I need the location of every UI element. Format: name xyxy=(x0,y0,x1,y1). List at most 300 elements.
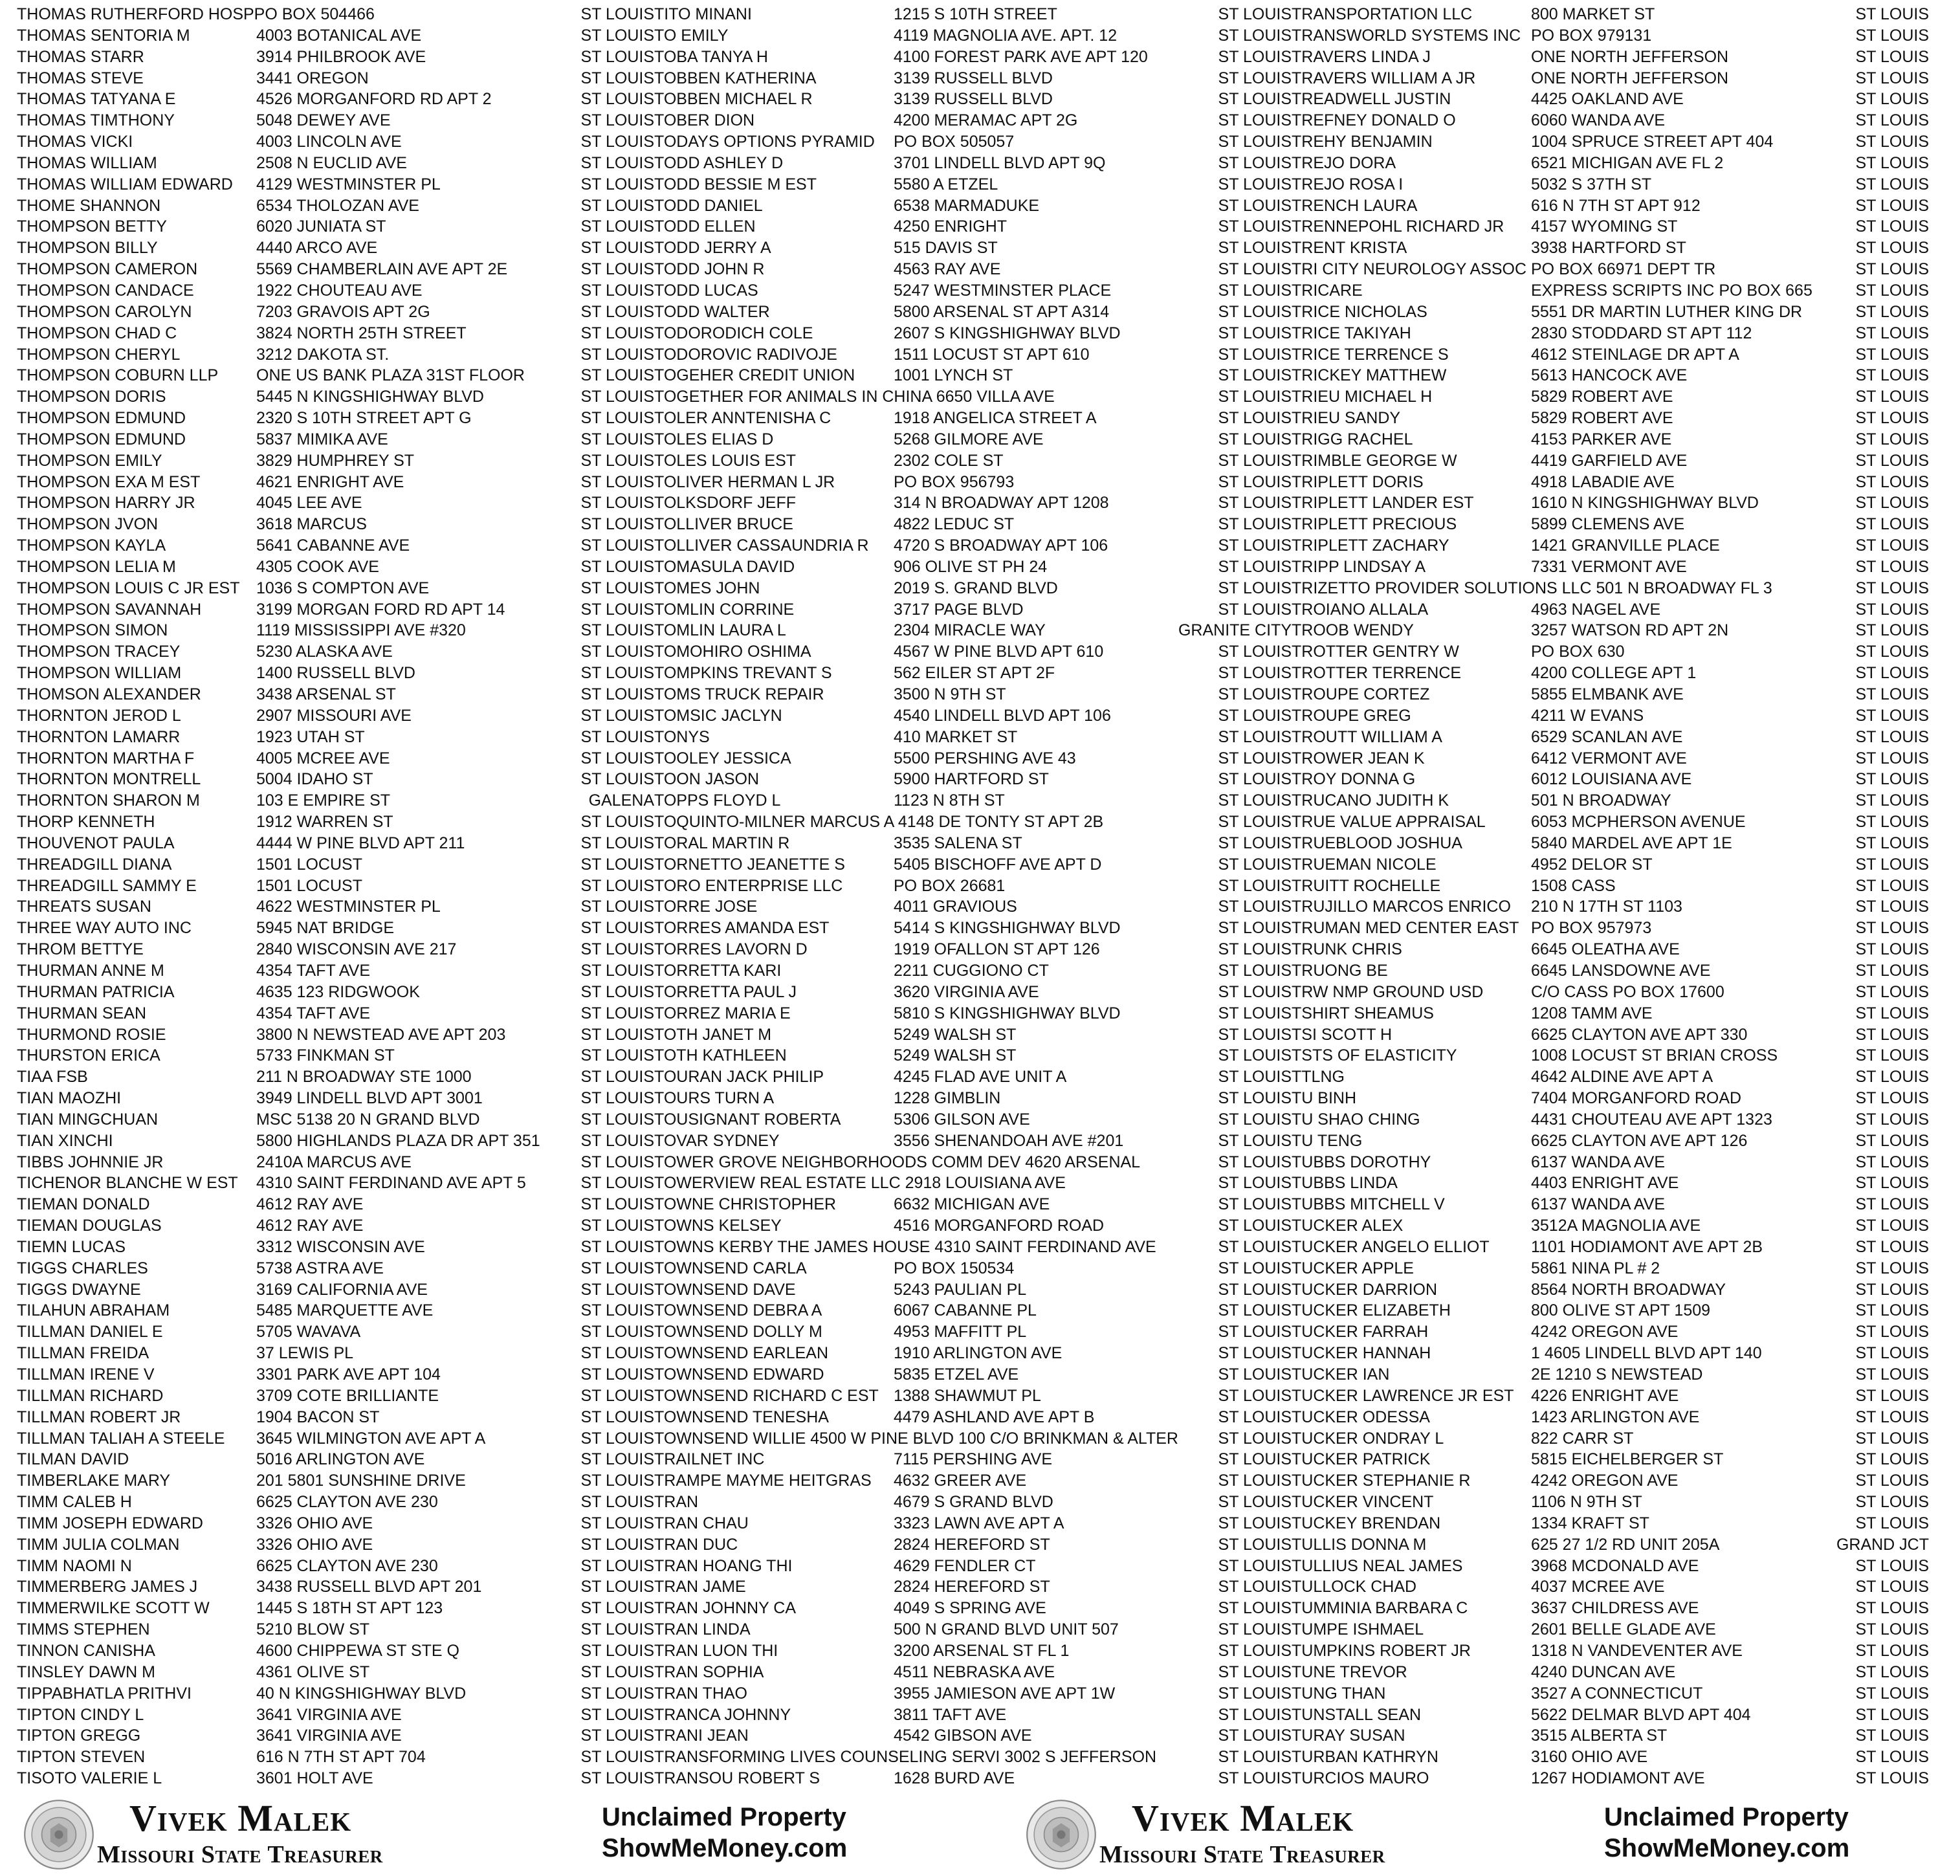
owner-address: 3701 LINDELL BLVD APT 9Q xyxy=(894,153,1106,172)
listing-entry xyxy=(17,535,654,557)
owner-city: ST LOUIS xyxy=(1218,579,1292,597)
owner-city: ST LOUIS xyxy=(1855,388,1929,406)
owner-address: 5210 BLOW ST xyxy=(256,1620,370,1639)
listing-entry xyxy=(1292,1066,1929,1088)
owner-name: THOMAS TIMTHONY xyxy=(17,111,175,130)
owner-name: TODD JOHN R xyxy=(654,260,765,279)
listing-entry xyxy=(17,1364,654,1385)
listing-entry xyxy=(1292,727,1929,748)
owner-name: TIGGS DWAYNE xyxy=(17,1280,141,1299)
owner-name: TRANSWORLD SYSTEMS INC xyxy=(1292,26,1521,45)
listing-entry xyxy=(654,939,1292,960)
owner-city: ST LOUIS xyxy=(580,1599,654,1618)
owner-name: THREADGILL SAMMY E xyxy=(17,876,197,895)
owner-address: 7331 VERMONT AVE xyxy=(1531,557,1687,576)
owner-address: 4003 BOTANICAL AVE xyxy=(256,26,422,45)
owner-city: ST LOUIS xyxy=(1855,217,1929,236)
owner-city: ST LOUIS xyxy=(580,388,654,406)
owner-name: TORRES AMANDA EST xyxy=(654,919,830,938)
listing-entry xyxy=(1292,1003,1929,1024)
listing-entry xyxy=(17,896,654,918)
owner-name: THOMPSON COBURN LLP xyxy=(17,366,219,385)
owner-city: ST LOUIS xyxy=(580,472,654,491)
owner-city: ST LOUIS xyxy=(580,1727,654,1745)
owner-city: ST LOUIS xyxy=(580,1578,654,1596)
owner-name: TOWER GROVE NEIGHBORHOODS COMM DEV 4620 ARSENAL xyxy=(654,1153,1141,1171)
owner-name: TRUJILLO MARCOS ENRICO xyxy=(1292,898,1511,916)
owner-address: 5738 ASTRA AVE xyxy=(256,1259,384,1277)
owner-name: THURSTON ERICA xyxy=(17,1046,160,1065)
owner-address: 3641 VIRGINIA AVE xyxy=(256,1705,402,1724)
owner-address: 4419 GARFIELD AVE xyxy=(1531,451,1688,470)
owner-name: THURMAN SEAN xyxy=(17,1004,147,1022)
owner-address: 2607 S KINGSHIGHWAY BLVD xyxy=(894,324,1121,342)
owner-name: TRAN THAO xyxy=(654,1684,747,1703)
listing-entry xyxy=(17,302,654,323)
owner-address: 6020 JUNIATA ST xyxy=(256,217,386,236)
owner-name: TRIPLETT ZACHARY xyxy=(1292,536,1449,555)
owner-address: 6060 WANDA AVE xyxy=(1531,111,1666,130)
owner-city: ST LOUIS xyxy=(1855,982,1929,1001)
treasurer-name: Vivek Malek xyxy=(129,1797,352,1839)
owner-name: TORNETTO JEANETTE S xyxy=(654,855,845,874)
owner-city: ST LOUIS xyxy=(580,1174,654,1193)
owner-city: ST LOUIS xyxy=(1855,791,1929,810)
owner-address: 5800 HIGHLANDS PLAZA DR APT 351 xyxy=(256,1131,540,1150)
owner-name: TROY DONNA G xyxy=(1292,770,1416,789)
listing-entry xyxy=(654,1258,1292,1279)
owner-address: 6137 WANDA AVE xyxy=(1531,1153,1666,1171)
owner-name: TUCKER ONDRAY L xyxy=(1292,1429,1444,1448)
owner-name: TRUE VALUE APPRAISAL xyxy=(1292,813,1486,832)
listing-entry xyxy=(17,1428,654,1450)
owner-name: THOMPSON CAROLYN xyxy=(17,302,192,321)
owner-name: TIPTON GREGG xyxy=(17,1727,141,1745)
owner-name: TILLMAN FREIDA xyxy=(17,1344,149,1363)
owner-name: THREE WAY AUTO INC xyxy=(17,919,192,938)
owner-name: TRW NMP GROUND USD xyxy=(1292,982,1484,1001)
owner-city: ST LOUIS xyxy=(580,1450,654,1469)
owner-city: ST LOUIS xyxy=(1218,855,1292,874)
listing-entry xyxy=(17,854,654,876)
owner-name: TOBA TANYA H xyxy=(654,47,768,66)
listing-entry xyxy=(654,1215,1292,1237)
listing-entry xyxy=(17,216,654,237)
owner-city: ST LOUIS xyxy=(1218,260,1292,279)
owner-city: ST LOUIS xyxy=(1855,1280,1929,1299)
owner-city: ST LOUIS xyxy=(1218,536,1292,555)
owner-name: TORRES LAVORN D xyxy=(654,940,808,959)
owner-city: ST LOUIS xyxy=(580,1386,654,1405)
owner-address: 4403 ENRIGHT AVE xyxy=(1531,1174,1679,1193)
owner-address: 822 CARR ST xyxy=(1531,1429,1634,1448)
owner-address: 4045 LEE AVE xyxy=(256,494,362,513)
promo-url-link[interactable]: ShowMeMoney.com xyxy=(602,1834,848,1862)
owner-address: 3829 HUMPHREY ST xyxy=(256,451,415,470)
listing-entry xyxy=(17,1683,654,1705)
listing-entry xyxy=(1292,1470,1929,1492)
owner-address: PO BOX 505057 xyxy=(894,133,1015,151)
owner-address: 1922 CHOUTEAU AVE xyxy=(256,281,423,300)
owner-name: TUNG THAN xyxy=(1292,1684,1386,1703)
owner-city: ST LOUIS xyxy=(1855,1662,1929,1681)
listing-entry xyxy=(654,1194,1292,1215)
owner-name: TONYS xyxy=(654,727,710,746)
owner-city: ST LOUIS xyxy=(1218,1195,1292,1214)
owner-city: ST LOUIS xyxy=(580,90,654,109)
owner-city: ST LOUIS xyxy=(1855,1365,1929,1384)
listing-entry xyxy=(1292,1088,1929,1109)
owner-address: PO BOX 957973 xyxy=(1531,919,1652,938)
owner-name: TUMPKINS ROBERT JR xyxy=(1292,1641,1471,1660)
listing-entry xyxy=(654,811,1292,833)
owner-address: 5815 EICHELBERGER ST xyxy=(1531,1450,1724,1469)
owner-city: ST LOUIS xyxy=(1218,1641,1292,1660)
owner-city: ST LOUIS xyxy=(580,1046,654,1065)
listing-entry xyxy=(1292,1237,1929,1258)
owner-city: ST LOUIS xyxy=(1218,1089,1292,1108)
listing-entry xyxy=(1292,1152,1929,1173)
owner-address: 5835 ETZEL AVE xyxy=(894,1365,1019,1384)
owner-name: TREJO DORA xyxy=(1292,153,1396,172)
owner-address: 5861 NINA PL # 2 xyxy=(1531,1259,1660,1277)
owner-address: 2830 STODDARD ST APT 112 xyxy=(1531,324,1752,342)
owner-city: ST LOUIS xyxy=(1855,430,1929,448)
owner-city: ST LOUIS xyxy=(580,1025,654,1044)
owner-city: ST LOUIS xyxy=(1855,494,1929,513)
owner-city: ST LOUIS xyxy=(1855,1578,1929,1596)
listing-entry xyxy=(17,195,654,217)
listing-entry xyxy=(654,1556,1292,1577)
listing-entry xyxy=(1292,1215,1929,1237)
owner-address: 3257 WATSON RD APT 2N xyxy=(1531,621,1729,640)
owner-city: ST LOUIS xyxy=(1855,1705,1929,1724)
listing-entry xyxy=(1292,472,1929,493)
listing-entry xyxy=(654,1725,1292,1747)
owner-address: 4431 CHOUTEAU AVE APT 1323 xyxy=(1531,1110,1772,1129)
owner-name: THORNTON SHARON M xyxy=(17,791,200,810)
owner-name: TIAN MAOZHI xyxy=(17,1089,122,1108)
owner-city: ST LOUIS xyxy=(1855,451,1929,470)
owner-city: ST LOUIS xyxy=(580,260,654,279)
owner-name: TODORODICH COLE xyxy=(654,324,813,342)
owner-name: TOLLIVER BRUCE xyxy=(654,515,793,534)
owner-address: 5840 MARDEL AVE APT 1E xyxy=(1531,833,1732,852)
listing-entry xyxy=(1292,641,1929,663)
owner-city: ST LOUIS xyxy=(580,1535,654,1554)
owner-name: THOMPSON EDMUND xyxy=(17,430,186,448)
listing-entry xyxy=(1292,896,1929,918)
owner-name: TRUMAN MED CENTER EAST xyxy=(1292,919,1519,938)
owner-address: 5705 WAVAVA xyxy=(256,1323,361,1341)
owner-city: ST LOUIS xyxy=(1218,409,1292,428)
listing-entry xyxy=(654,492,1292,514)
owner-address: 201 5801 SUNSHINE DRIVE xyxy=(256,1472,466,1490)
owner-address: 5268 GILMORE AVE xyxy=(894,430,1044,448)
listing-entry xyxy=(654,323,1292,344)
listing-entry xyxy=(1292,1385,1929,1407)
owner-name: TOMSIC JACLYN xyxy=(654,706,782,725)
listing-entry xyxy=(17,1258,654,1279)
owner-address: ONE NORTH JEFFERSON xyxy=(1531,69,1729,87)
listing-entry xyxy=(654,982,1292,1003)
listing-entry xyxy=(17,1024,654,1046)
owner-name: TOLIVER HERMAN L JR xyxy=(654,472,835,491)
owner-city: ST LOUIS xyxy=(1855,1429,1929,1448)
owner-name: TOLES LOUIS EST xyxy=(654,451,797,470)
listing-entry xyxy=(17,47,654,68)
owner-city: ST LOUIS xyxy=(1855,685,1929,703)
listing-entry xyxy=(17,1003,654,1024)
listing-entry xyxy=(1292,557,1929,578)
owner-city: ST LOUIS xyxy=(580,1748,654,1767)
owner-name: TOMS TRUCK REPAIR xyxy=(654,685,824,703)
listing-entry xyxy=(654,1385,1292,1407)
owner-name: TILAHUN ABRAHAM xyxy=(17,1301,170,1320)
listing-entry xyxy=(1292,1131,1929,1152)
owner-address: 5855 ELMBANK AVE xyxy=(1531,685,1684,703)
owner-city: ST LOUIS xyxy=(1218,1217,1292,1235)
owner-city: ST LOUIS xyxy=(1218,664,1292,683)
owner-name: THOME SHANNON xyxy=(17,196,161,215)
owner-name: TIMM JOSEPH EDWARD xyxy=(17,1514,203,1532)
owner-name: TICHENOR BLANCHE W EST xyxy=(17,1174,238,1193)
owner-name: TIMMS STEPHEN xyxy=(17,1620,150,1639)
listing-entry xyxy=(654,1279,1292,1301)
owner-name: TOLES ELIAS D xyxy=(654,430,774,448)
owner-name: TIEMN LUCAS xyxy=(17,1237,126,1256)
listing-entry xyxy=(17,1640,654,1662)
listing-entry xyxy=(654,89,1292,110)
owner-city: ST LOUIS xyxy=(1218,1174,1292,1193)
owner-city: ST LOUIS xyxy=(1855,47,1929,66)
owner-name: TORO ENTERPRISE LLC xyxy=(654,876,843,895)
owner-address: 562 EILER ST APT 2F xyxy=(894,664,1055,683)
owner-name: TOWNSEND DEBRA A xyxy=(654,1301,822,1320)
owner-name: THOMAS STARR xyxy=(17,47,144,66)
owner-city: ST LOUIS xyxy=(580,643,654,661)
listing-entry xyxy=(17,1066,654,1088)
owner-address: 4011 GRAVIOUS xyxy=(894,898,1017,916)
owner-address: 1004 SPRUCE STREET APT 404 xyxy=(1531,133,1774,151)
listing-entry xyxy=(1292,663,1929,684)
owner-name: TUCKER ANGELO ELLIOT xyxy=(1292,1237,1490,1256)
owner-city: ST LOUIS xyxy=(1855,579,1929,597)
missouri-state-seal-icon xyxy=(23,1799,94,1870)
listing-entry xyxy=(654,876,1292,897)
owner-city: ST LOUIS xyxy=(1218,1280,1292,1299)
listing-entry xyxy=(1292,1576,1929,1598)
owner-address: 4635 123 RIDGWOOK xyxy=(256,982,420,1001)
owner-city: ST LOUIS xyxy=(1218,1684,1292,1703)
owner-address: 3323 LAWN AVE APT A xyxy=(894,1514,1064,1532)
owner-city: ST LOUIS xyxy=(1218,26,1292,45)
owner-address: 2211 CUGGIONO CT xyxy=(894,961,1049,980)
owner-city: ST LOUIS xyxy=(1218,90,1292,109)
listing-entry xyxy=(1292,1045,1929,1066)
listing-entry xyxy=(17,1279,654,1301)
owner-name: TODD LUCAS xyxy=(654,281,758,300)
owner-city: ST LOUIS xyxy=(1218,940,1292,959)
owner-city: ST LOUIS xyxy=(1855,1259,1929,1277)
owner-city: ST LOUIS xyxy=(1855,557,1929,576)
owner-name: TRIPLETT PRECIOUS xyxy=(1292,515,1457,534)
owner-address: 3618 MARCUS xyxy=(256,515,367,534)
listing-entry xyxy=(654,1152,1292,1173)
owner-name: TOBER DION xyxy=(654,111,755,130)
owner-city: ST LOUIS xyxy=(580,69,654,87)
owner-address: 4822 LEDUC ST xyxy=(894,515,1015,534)
listing-entry xyxy=(654,1300,1292,1321)
owner-city: ST LOUIS xyxy=(580,430,654,448)
owner-address: 1501 LOCUST xyxy=(256,855,362,874)
owner-city: ST LOUIS xyxy=(1218,196,1292,215)
owner-city: ST LOUIS xyxy=(580,1556,654,1575)
listing-entry xyxy=(654,1513,1292,1534)
listing-entry xyxy=(654,896,1292,918)
promo-url-link[interactable]: ShowMeMoney.com xyxy=(1604,1834,1850,1862)
owner-address: 1400 RUSSELL BLVD xyxy=(256,664,415,683)
listing-entry xyxy=(17,1768,654,1789)
owner-name: TURBAN KATHRYN xyxy=(1292,1748,1438,1767)
owner-city: ST LOUIS xyxy=(580,302,654,321)
owner-name: TRIEU MICHAEL H xyxy=(1292,388,1433,406)
listing-entry xyxy=(654,1173,1292,1194)
owner-address: 906 OLIVE ST PH 24 xyxy=(894,557,1048,576)
listing-entry xyxy=(654,1045,1292,1066)
owner-address: 800 OLIVE ST APT 1509 xyxy=(1531,1301,1711,1320)
owner-name: TRANCA JOHNNY xyxy=(654,1705,791,1724)
owner-address: 5733 FINKMAN ST xyxy=(256,1046,395,1065)
owner-address: 4622 WESTMINSTER PL xyxy=(256,898,441,916)
owner-name: TRICE NICHOLAS xyxy=(1292,302,1427,321)
owner-name: TROUTT WILLIAM A xyxy=(1292,727,1442,746)
owner-name: TOLER ANNTENISHA C xyxy=(654,409,831,428)
listing-entry xyxy=(654,641,1292,663)
owner-address: 625 27 1/2 RD UNIT 205A xyxy=(1531,1535,1720,1554)
owner-city: ST LOUIS xyxy=(1855,175,1929,193)
owner-name: THORNTON LAMARR xyxy=(17,727,181,746)
owner-city: ST LOUIS xyxy=(1218,1599,1292,1618)
listing-entry xyxy=(1292,1109,1929,1131)
owner-address: PO BOX 66971 DEPT TR xyxy=(1531,260,1716,279)
owner-city: ST LOUIS xyxy=(580,664,654,683)
owner-address: 6137 WANDA AVE xyxy=(1531,1195,1666,1214)
owner-city: ST LOUIS xyxy=(1218,366,1292,385)
listing-entry xyxy=(17,1088,654,1109)
owner-address: 2824 HEREFORD ST xyxy=(894,1535,1050,1554)
owner-name: TOWNSEND RICHARD C EST xyxy=(654,1386,879,1405)
listing-entry xyxy=(654,1640,1292,1662)
owner-name: TIPTON STEVEN xyxy=(17,1748,146,1767)
owner-city: ST LOUIS xyxy=(580,579,654,597)
owner-city: ST LOUIS xyxy=(580,1641,654,1660)
owner-city: ST LOUIS xyxy=(1855,1301,1929,1320)
owner-address: 1610 N KINGSHIGHWAY BLVD xyxy=(1531,494,1759,513)
owner-city: ST LOUIS xyxy=(580,324,654,342)
owner-name: TRANSOU ROBERT S xyxy=(654,1769,820,1788)
promo-title: Unclaimed Property xyxy=(602,1803,846,1831)
owner-address: 5837 MIMIKA AVE xyxy=(256,430,388,448)
owner-address: 3512A MAGNOLIA AVE xyxy=(1531,1217,1701,1235)
owner-name: TOOLEY JESSICA xyxy=(654,749,791,767)
listing-entry xyxy=(17,1492,654,1513)
listing-entry xyxy=(17,1194,654,1215)
owner-name: TROTTER TERRENCE xyxy=(1292,664,1462,683)
owner-city: ST LOUIS xyxy=(1855,1237,1929,1256)
listing-entry xyxy=(654,47,1292,68)
owner-name: THOMPSON EDMUND xyxy=(17,409,186,428)
listing-entry xyxy=(17,727,654,748)
owner-name: TOBBEN MICHAEL R xyxy=(654,90,813,109)
listing-entry xyxy=(1292,1194,1929,1215)
owner-name: TROOB WENDY xyxy=(1292,621,1414,640)
owner-address: 3535 SALENA ST xyxy=(894,833,1022,852)
owner-city: ST LOUIS xyxy=(580,281,654,300)
owner-address: 7115 PERSHING AVE xyxy=(894,1450,1053,1469)
listing-entry xyxy=(17,174,654,195)
owner-name: THOMPSON JVON xyxy=(17,515,159,534)
owner-address: 4200 MERAMAC APT 2G xyxy=(894,111,1078,130)
owner-address: 5899 CLEMENS AVE xyxy=(1531,515,1685,534)
owner-address: 4005 MCREE AVE xyxy=(256,749,390,767)
owner-address: 4629 FENDLER CT xyxy=(894,1556,1036,1575)
listing-entry xyxy=(654,195,1292,217)
listing-entry xyxy=(17,1556,654,1577)
listing-entry xyxy=(1292,854,1929,876)
owner-address: 4153 PARKER AVE xyxy=(1531,430,1672,448)
owner-address: 2410A MARCUS AVE xyxy=(256,1153,412,1171)
owner-name: TUCKER FARRAH xyxy=(1292,1323,1429,1341)
owner-address: 5243 PAULIAN PL xyxy=(894,1280,1027,1299)
owner-address: 4361 OLIVE ST xyxy=(256,1662,370,1681)
owner-city: ST LOUIS xyxy=(580,409,654,428)
listing-entry xyxy=(654,854,1292,876)
owner-name: TRI CITY NEUROLOGY ASSOC xyxy=(1292,260,1527,279)
listing-entry xyxy=(654,408,1292,429)
listing-entry xyxy=(1292,960,1929,982)
listing-entry xyxy=(17,365,654,386)
owner-address: 4642 ALDINE AVE APT A xyxy=(1531,1068,1713,1087)
owner-city: ST LOUIS xyxy=(1218,1578,1292,1596)
owner-name: TINSLEY DAWN M xyxy=(17,1662,155,1681)
owner-city: ST LOUIS xyxy=(1855,1217,1929,1235)
owner-address: 3441 OREGON xyxy=(256,69,369,87)
owner-city: ST LOUIS xyxy=(1218,961,1292,980)
owner-address: 4119 MAGNOLIA AVE. APT. 12 xyxy=(894,26,1118,45)
owner-address: 1008 LOCUST ST BRIAN CROSS xyxy=(1531,1046,1778,1065)
owner-name: TILLMAN TALIAH A STEELE xyxy=(17,1429,225,1448)
owner-name: TOLKSDORF JEFF xyxy=(654,494,797,513)
listing-entry xyxy=(1292,514,1929,535)
owner-city: ST LOUIS xyxy=(580,1472,654,1490)
listing-entry xyxy=(1292,68,1929,89)
owner-address: 4425 OAKLAND AVE xyxy=(1531,90,1684,109)
owner-address: 6625 CLAYTON AVE 230 xyxy=(256,1493,438,1512)
owner-name: TIMBERLAKE MARY xyxy=(17,1472,171,1490)
missouri-state-seal-icon xyxy=(1026,1799,1097,1870)
owner-name: TUCKER APPLE xyxy=(1292,1259,1414,1277)
owner-name: TUCKER VINCENT xyxy=(1292,1493,1434,1512)
listing-entry xyxy=(1292,110,1929,131)
owner-city: ST LOUIS xyxy=(580,515,654,534)
owner-name: TRAN HOANG THI xyxy=(654,1556,793,1575)
owner-address: 6534 THOLOZAN AVE xyxy=(256,196,419,215)
owner-name: TIEMAN DONALD xyxy=(17,1195,150,1214)
owner-city: ST LOUIS xyxy=(1855,1514,1929,1532)
owner-city: ST LOUIS xyxy=(1218,1301,1292,1320)
owner-address: 1001 LYNCH ST xyxy=(894,366,1013,385)
